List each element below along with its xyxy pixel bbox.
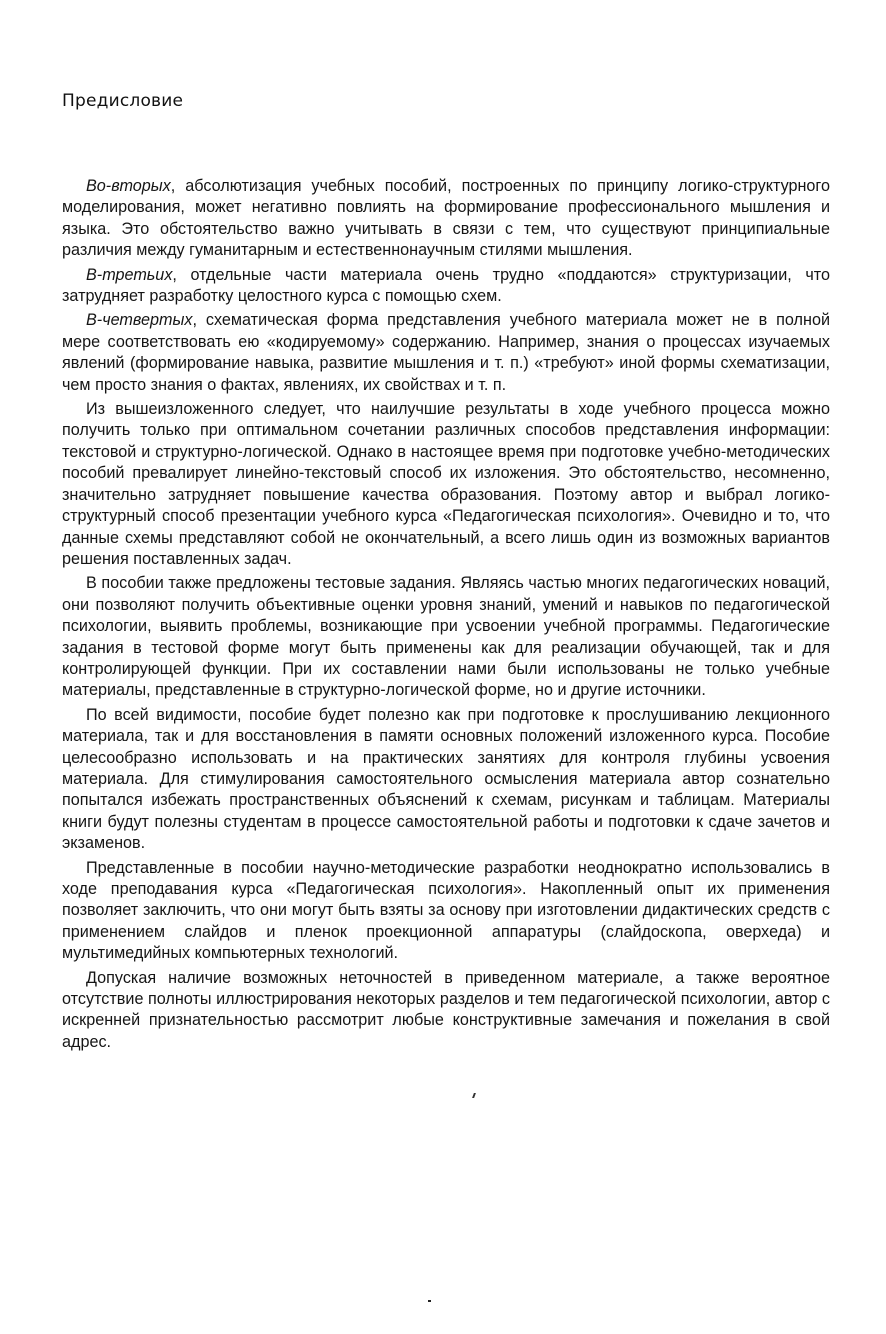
paragraph-fourthly: [62, 310, 830, 396]
paragraph-experience: [62, 858, 830, 965]
paragraph-lead: В-четвертых: [86, 311, 193, 330]
paragraph-lead: В-третьих: [86, 265, 173, 284]
paragraph-text: , абсолютизация учебных пособий, построенных по принципу логико-структурного моделирования, может негативно повлиять на формирование профессионального мышления и языка. Это обстоятельство важно учитывать в связи с тем, что существуют принципиальные различия между гуманитарным и естественнонаучным стилями мышления.: [62, 177, 830, 260]
paragraph-text: Из вышеизложенного следует, что наилучшие результаты в ходе учебного процесса можно получить только при оптимальном сочетании различных способов представления информации: текстовой и структурно-логической. Однако в настоящее время при подготовке учебно-методических пособий превалирует линейно-текстовый способ их изложения. Это обстоятельство, несомненно, значительно затрудняет повышение качества образования. Поэтому автор и выбрал логико-структурный способ презентации учебного курса «Педагогическая психология». Очевидно и то, что данные схемы представляют собой не окончательный, а всего лишь один из возможных вариантов решения поставленных задач.: [62, 400, 830, 568]
paragraph-text: , отдельные части материала очень трудно «поддаются» структуризации, что затрудняет разработку целостного курса с помощью схем.: [62, 265, 830, 306]
paragraph-text: Допуская наличие возможных неточностей в приведенном материале, а также вероятное отсутствие полноты иллюстрирования некоторых разделов и тем педагогической психологии, автор с искренней признательностью рассмотрит любые конструктивные замечания и пожелания в свой адрес.: [62, 968, 830, 1051]
paragraph-tests: [62, 573, 830, 701]
paragraph-text: Представленные в пособии научно-методические разработки неоднократно использовались в ходе преподавания курса «Педагогическая психология». Накопленный опыт их применения позволяет заключить, что они могут быть взяты за основу при изготовлении дидактических средств с применением слайдов и пленок проекционной аппаратуры (слайдоскопа, оверхеда) и мультимедийных компьютерных технологий.: [62, 858, 830, 963]
page-bottom-mark: [428, 1300, 431, 1302]
scan-artifact-mark: [472, 1093, 476, 1098]
paragraph-secondly: [62, 176, 830, 262]
body-text: [62, 176, 830, 1056]
paragraph-text: По всей видимости, пособие будет полезно как при подготовке к прослушиванию лекционного материала, так и для восстановления в памяти основных положений изложенного курса. Пособие целесообразно использовать и на практических занятиях для контроля глубины усвоения материала. Для стимулирования самостоятельного осмысления материала автор сознательно попытался избежать пространственных объяснений к схемам, рисункам и таблицам. Материалы книги будут полезны студентам в процессе самостоятельной работы и подготовки к сдаче зачетов и экзаменов.: [62, 705, 830, 853]
paragraph-conclusion: [62, 399, 830, 570]
paragraph-lead: Во-вторых: [86, 177, 171, 195]
paragraph-usefulness: [62, 705, 830, 855]
running-head-title: Предисловие: [62, 91, 184, 111]
paragraph-feedback: [62, 968, 830, 1054]
paragraph-text: В пособии также предложены тестовые задания. Являясь частью многих педагогических новаций, они позволяют получить объективные оценки уровня знаний, умений и навыков по педагогической психологии, выявить проблемы, возникающие при усвоении учебной программы. Педагогические задания в тестовой форме могут быть применены как для реализации обучающей, так и для контролирующей функции. При их составлении нами были использованы не только учебные материалы, представленные в структурно-логической форме, но и другие источники.: [62, 574, 830, 700]
paragraph-thirdly: [62, 265, 830, 308]
paragraph-text: , схематическая форма представления учебного материала может не в полной мере соответствовать ею «кодируемому» содержанию. Например, знания о процессах изучаемых явлений (формирование навыка, развитие мышления и т. п.) «требуют» иной формы схематизации, чем просто знания о фактах, явлениях, их свойствах и т. п.: [62, 311, 830, 394]
